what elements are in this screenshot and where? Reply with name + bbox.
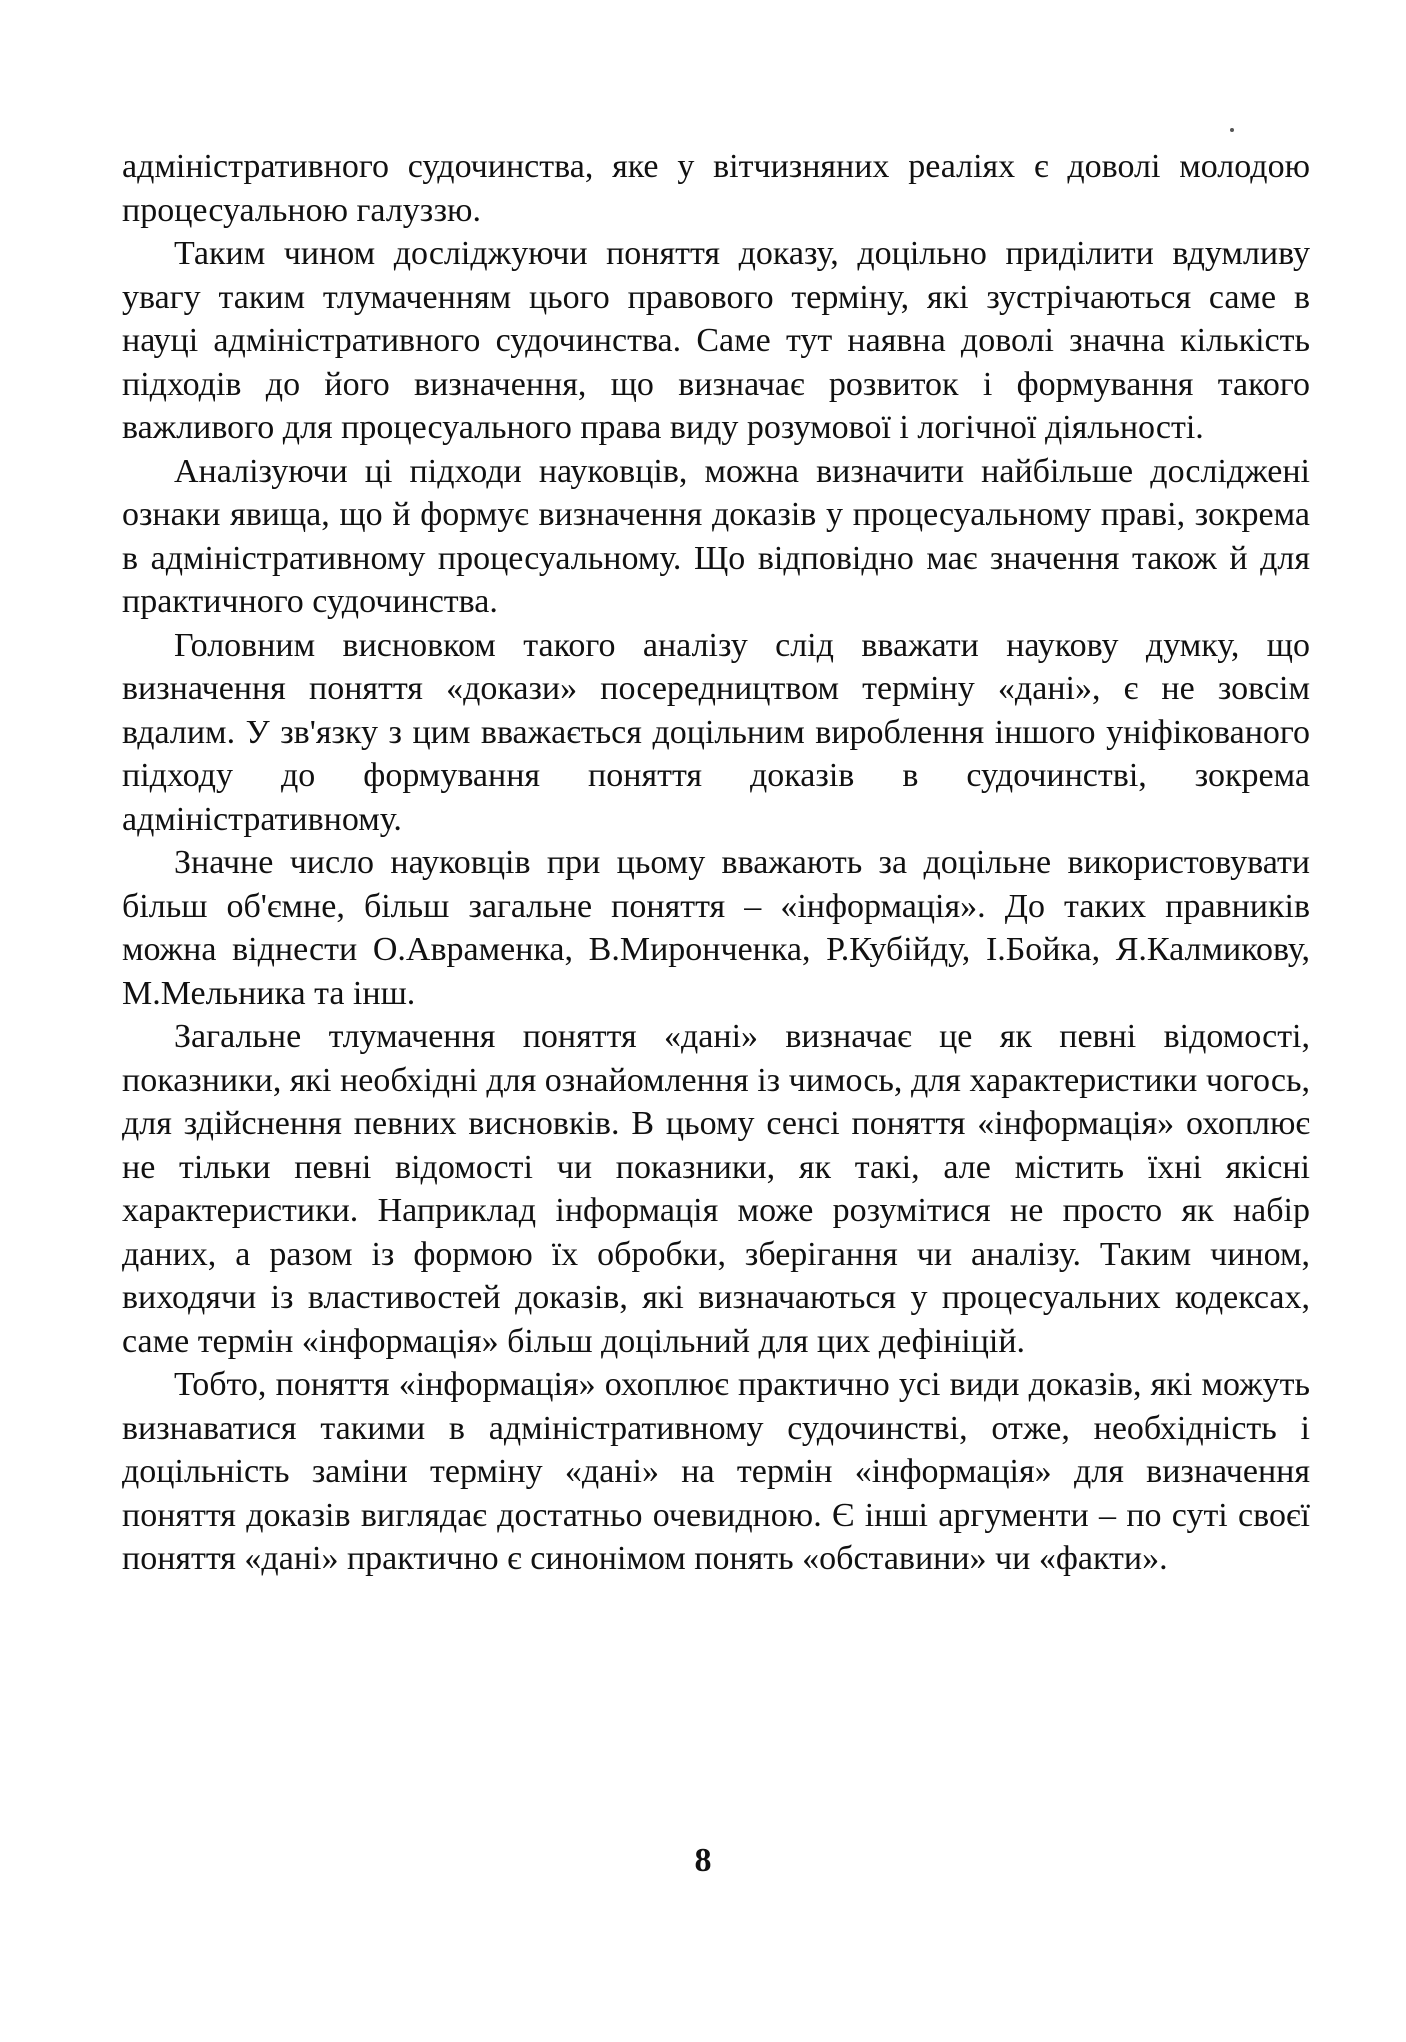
paragraph: Таким чином досліджуючи поняття доказу, доцільно приділити вдумливу увагу таким тлумаченням цього правового терміну, які зустрічаються саме в науці адміністративного судочинства. Саме тут наявна доволі значна кількість підходів до його визначення, що визначає розвиток і формування такого важливого для процесуального права виду розумової і логічної діяльності. — [122, 235, 1310, 446]
scan-speck — [1230, 128, 1234, 132]
body-text — [122, 145, 1310, 1581]
paragraph-continuation: адміністративного судочинства, яке у вітчизняних реаліях є доволі молодою процесуальною галуззю. — [122, 148, 1310, 229]
paragraph: Головним висновком такого аналізу слід вважати наукову думку, що визначення поняття «докази» посередництвом терміну «дані», є не зовсім вдалим. У зв'язку з цим вважається доцільним вироблення іншого уніфікованого підходу до формування поняття доказів в судочинстві, зокрема адміністративному. — [122, 626, 1310, 838]
page-number: 8 — [694, 1842, 712, 1879]
paragraph: Тобто, поняття «інформація» охоплює практично усі види доказів, які можуть визнаватися такими в адміністративному судочинстві, отже, необхідність і доцільність заміни терміну «дані» на термін «інформація» для визначення поняття доказів виглядає достатньо очевидною. Є інші аргументи – по суті своєї поняття «дані» практично є синонімом понять «обставини» чи «факти». — [122, 1366, 1310, 1577]
paragraph: Значне число науковців при цьому вважають за доцільне використовувати більш об'ємне, більш загальне поняття – «інформація». До таких правників можна віднести О.Авраменка, В.Миронченка, Р.Кубійду, І.Бойка, Я.Калмикову, М.Мельника та інш. — [122, 844, 1310, 1012]
paragraph: Загальне тлумачення поняття «дані» визначає це як певні відомості, показники, які необхідні для ознайомлення із чимось, для характеристики чогось, для здійснення певних висновків. В цьому сенсі поняття «інформація» охоплює не тільки певні відомості чи показники, як такі, але містить їхні якісні характеристики. Наприклад інформація може розумітися не просто як набір даних, а разом із формою їх обробки, зберігання чи аналізу. Таким чином, виходячи із властивостей доказів, які визначаються у процесуальних кодексах, саме термін «інформація» більш доцільний для цих дефініцій. — [122, 1018, 1310, 1360]
paragraph: Аналізуючи ці підходи науковців, можна визначити найбільше досліджені ознаки явища, що й формує визначення доказів у процесуальному праві, зокрема в адміністративному процесуальному. Що відповідно має значення також й для практичного судочинства. — [122, 452, 1310, 620]
